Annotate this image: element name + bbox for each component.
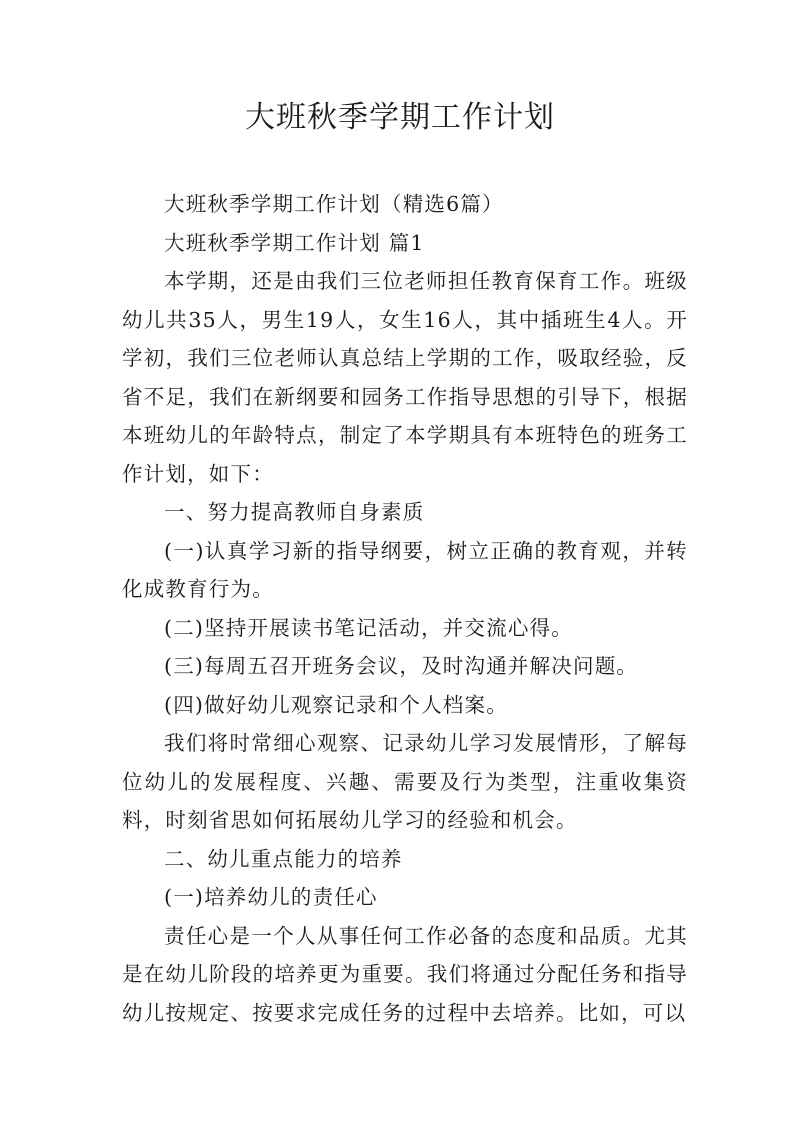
paragraph-heading-2: 二、幼儿重点能力的培养 [164, 846, 403, 871]
paragraph-item-2: (二)坚持开展读书笔记活动，并交流心得。 [164, 615, 573, 640]
paragraph-observation: 我们将时常细心观察、记录幼儿学习发展情形，了解每位幼儿的发展程度、兴趣、需要及行为类型，注重收集资料，时刻省思如何拓展幼儿学习的经验和机会。 [122, 731, 688, 832]
paragraph-item-1: (一)认真学习新的指导纲要，树立正确的教育观，并转化成教育行为。 [122, 538, 688, 601]
paragraph-item-4: (四)做好幼儿观察记录和个人档案。 [164, 692, 508, 717]
paragraph-intro: 本学期，还是由我们三位老师担任教育保育工作。班级幼儿共35人，男生19人，女生16人，其中插班生4人。开学初，我们三位老师认真总结上学期的工作，吸取经验，反省不足，我们在新纲要和园务工作指导思想的引导下，根据本班幼儿的年龄特点，制定了本学期具有本班特色的班务工作计划，如下： [122, 269, 688, 486]
document-title: 大班秋季学期工作计划 [245, 100, 555, 135]
paragraph-subtitle: 大班秋季学期工作计划（精选6篇） [164, 192, 504, 216]
document-body [122, 185, 688, 1032]
paragraph-subheading-responsibility: (一)培养幼儿的责任心 [164, 885, 378, 909]
paragraph-heading-1: 一、努力提高教师自身素质 [164, 500, 425, 524]
paragraph-responsibility: 责任心是一个人从事任何工作必备的态度和品质。尤其是在幼儿阶段的培养更为重要。我们将通过分配任务和指导幼儿按规定、按要求完成任务的过程中去培养。比如，可以 [122, 923, 688, 1025]
paragraph-section-heading: 大班秋季学期工作计划 篇1 [164, 230, 425, 255]
paragraph-item-3: (三)每周五召开班务会议，及时沟通并解决问题。 [164, 654, 639, 678]
